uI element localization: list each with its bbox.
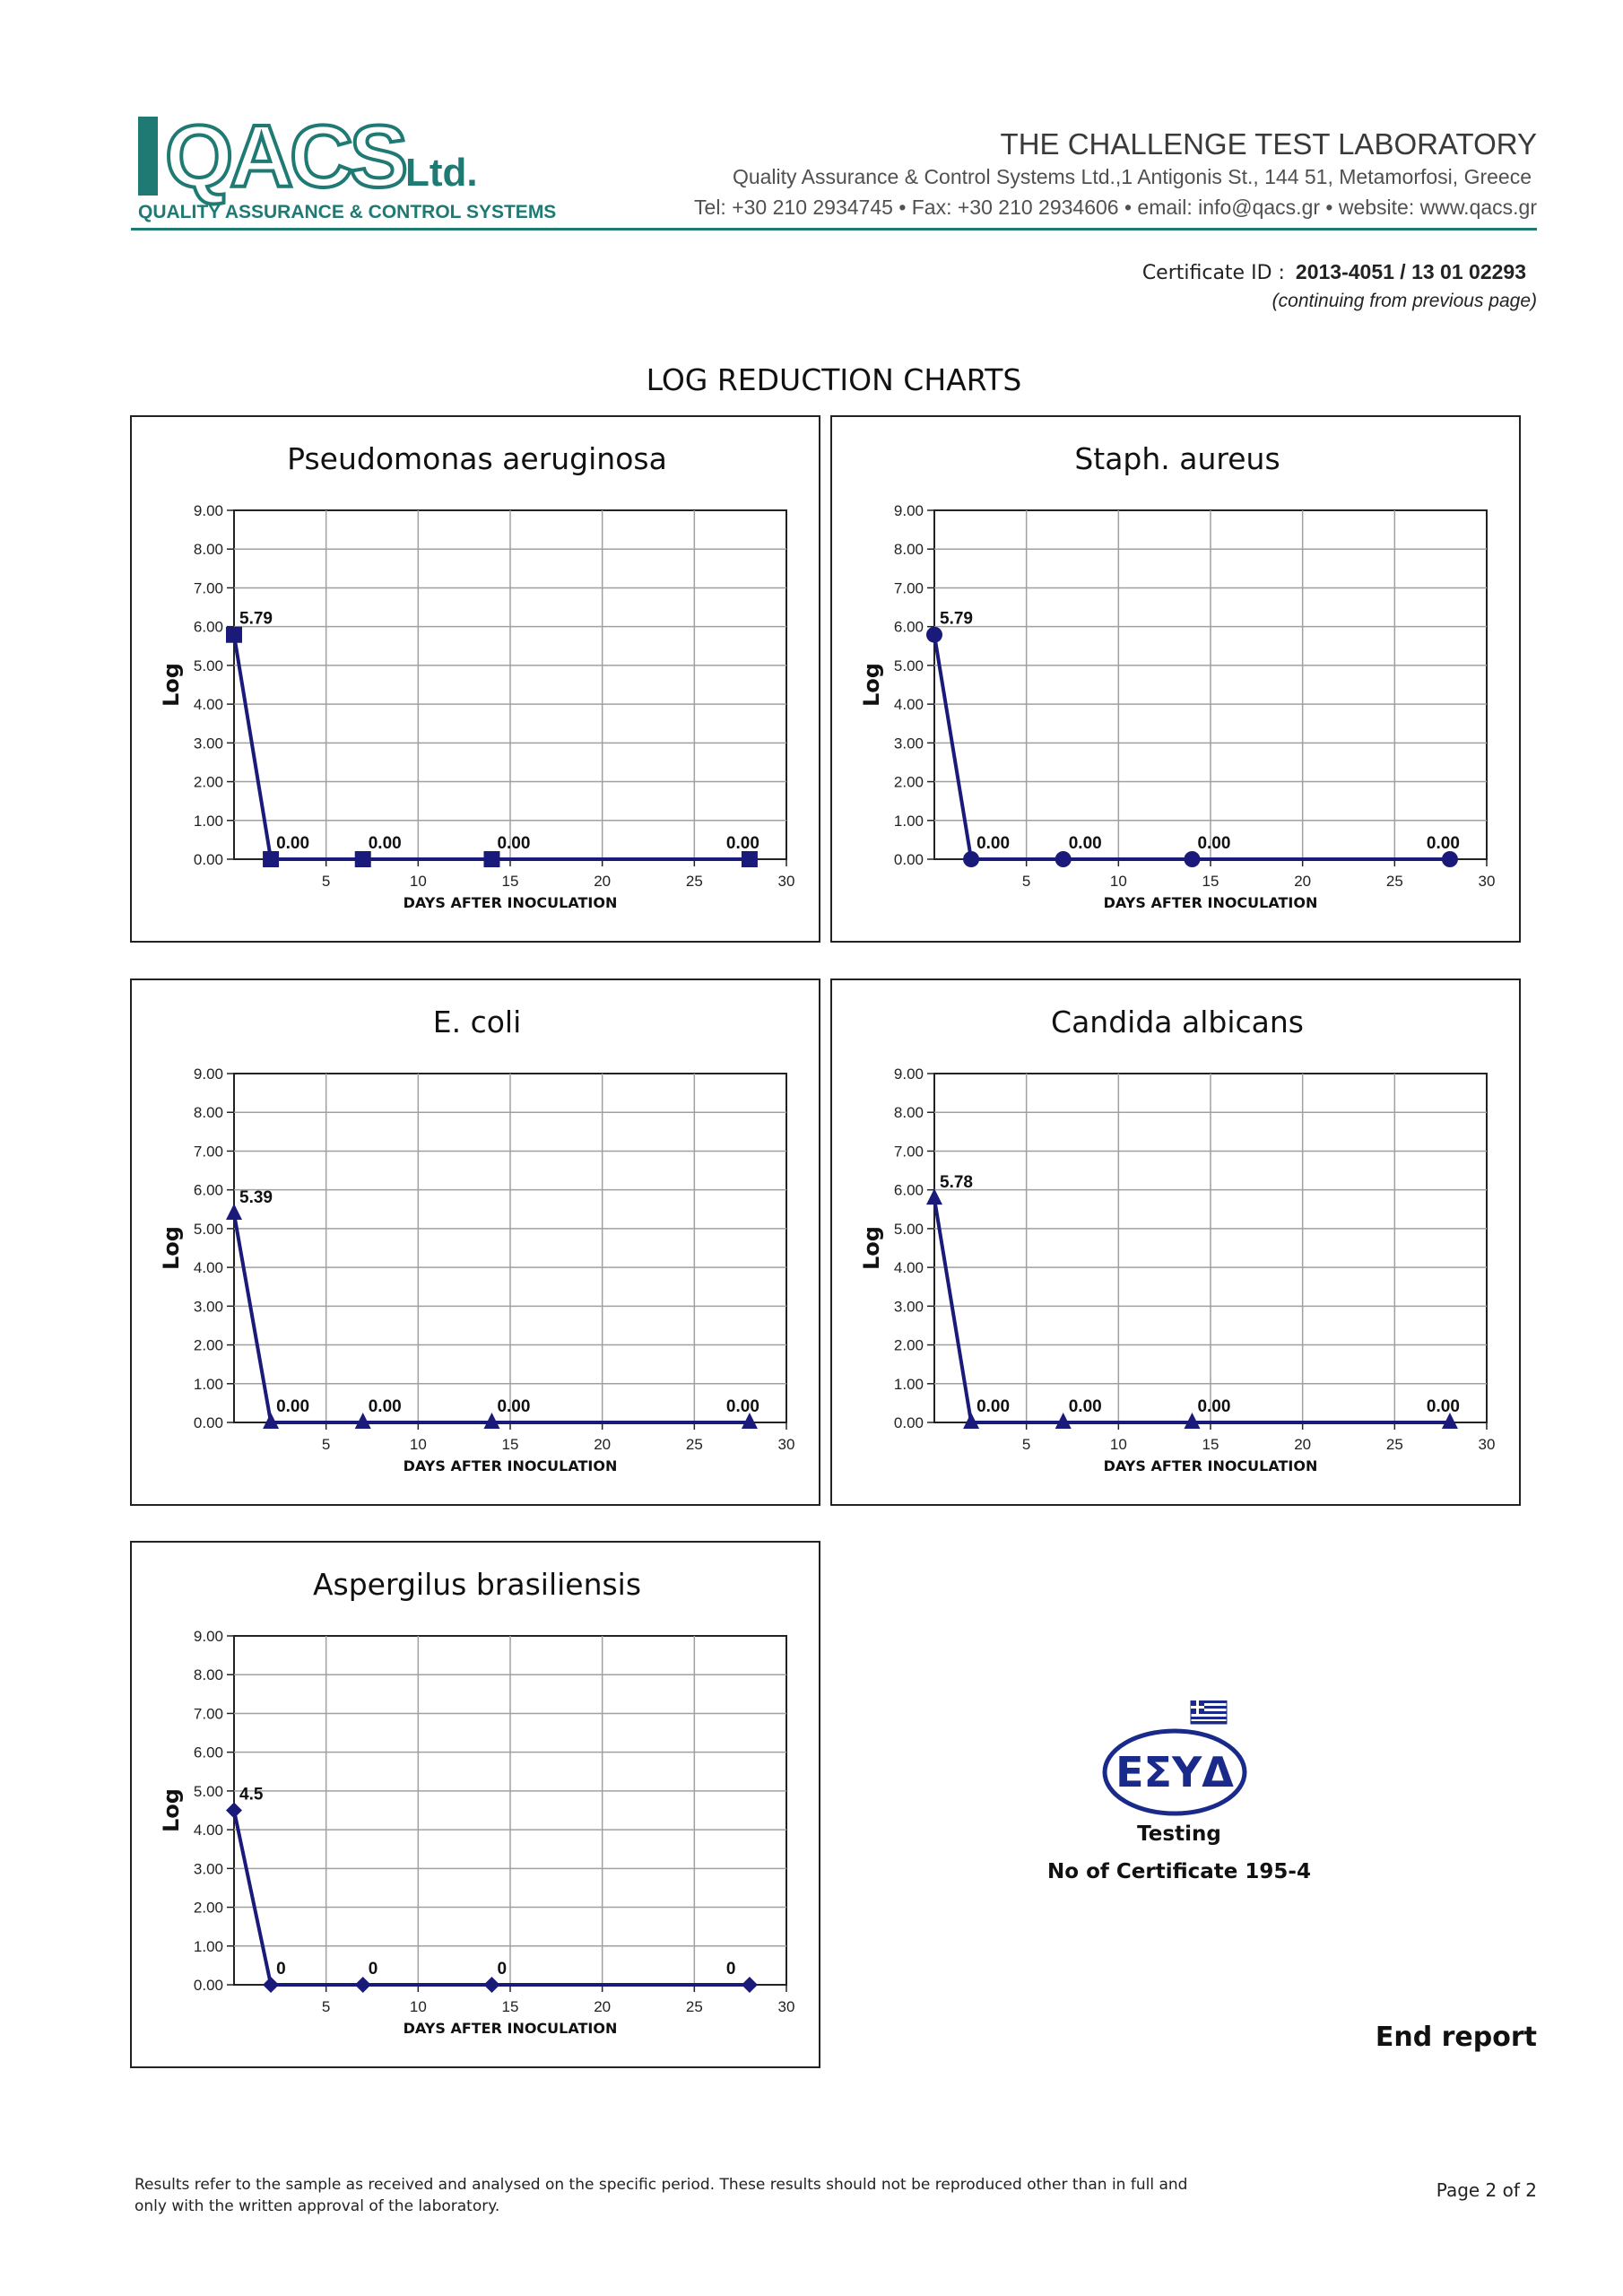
x-tick-label: 5	[321, 873, 331, 890]
header-rule	[131, 228, 1537, 230]
lab-contact: Tel: +30 210 2934745 • Fax: +30 210 2934606 • email: info@qacs.gr • website: www.qacs.gr	[694, 196, 1537, 219]
y-tick-label: 5.00	[193, 657, 223, 674]
data-label: 5.78	[940, 1173, 973, 1193]
chart-staph	[832, 417, 1523, 944]
chart-title: Pseudomonas aeruginosa	[287, 441, 667, 476]
y-tick-label: 2.00	[193, 1899, 223, 1917]
chart-panel-ecoli	[130, 978, 820, 1506]
data-point-square	[742, 851, 758, 867]
chart-title: Candida albicans	[1051, 1004, 1304, 1039]
data-label: 0.00	[1197, 1397, 1231, 1416]
certificate-note: (continuing from previous page)	[1271, 291, 1537, 311]
chart-panel-candida	[830, 978, 1521, 1506]
y-tick-label: 1.00	[893, 1375, 924, 1393]
y-tick-label: 1.00	[893, 812, 924, 830]
qacs-logo	[135, 107, 601, 228]
x-tick-label: 10	[409, 1998, 427, 2015]
chart-panel-pseudomonas	[130, 415, 820, 943]
y-tick-label: 5.00	[193, 1782, 223, 1800]
y-tick-label: 2.00	[893, 773, 924, 791]
chart-pseudomonas	[132, 417, 822, 944]
y-tick-label: 1.00	[193, 1937, 223, 1955]
data-point-circle	[1442, 851, 1458, 867]
data-label: 0.00	[1068, 1397, 1102, 1416]
y-tick-label: 8.00	[193, 1666, 223, 1684]
x-tick-label: 20	[594, 1436, 612, 1453]
y-axis-label: Log	[159, 1226, 184, 1270]
y-tick-label: 3.00	[193, 1860, 223, 1878]
y-tick-label: 3.00	[193, 735, 223, 752]
x-tick-label: 20	[1294, 873, 1312, 890]
x-tick-label: 20	[594, 873, 612, 890]
data-label: 0.00	[1068, 834, 1102, 853]
y-tick-label: 0.00	[193, 1977, 223, 1994]
x-axis-label: DAYS AFTER INOCULATION	[403, 894, 618, 911]
y-tick-label: 0.00	[193, 851, 223, 868]
esyd-accreditation-logo	[1101, 1700, 1254, 1817]
y-tick-label: 9.00	[193, 1628, 223, 1645]
x-tick-label: 10	[1109, 873, 1127, 890]
lab-title: THE CHALLENGE TEST LABORATORY	[1000, 127, 1537, 161]
certificate-id	[1142, 260, 1526, 284]
y-tick-label: 8.00	[893, 541, 924, 559]
data-point-square	[483, 851, 499, 867]
y-tick-label: 2.00	[193, 773, 223, 791]
y-axis-label: Log	[159, 663, 184, 707]
x-tick-label: 5	[1021, 1436, 1031, 1453]
data-point-circle	[926, 627, 942, 643]
chart-aspergilus	[132, 1543, 822, 2070]
data-label: 5.79	[940, 609, 973, 629]
data-point-circle	[1055, 851, 1072, 867]
y-tick-label: 3.00	[893, 735, 924, 752]
y-tick-label: 7.00	[193, 579, 223, 597]
y-axis-label: Log	[159, 1788, 184, 1832]
x-tick-label: 15	[501, 873, 519, 890]
x-tick-label: 30	[1478, 873, 1496, 890]
x-tick-label: 25	[1385, 1436, 1403, 1453]
x-tick-label: 15	[1202, 1436, 1219, 1453]
data-label: 0.00	[276, 834, 310, 853]
x-tick-label: 30	[777, 873, 795, 890]
y-tick-label: 2.00	[193, 1336, 223, 1354]
x-tick-label: 5	[321, 1998, 331, 2015]
y-tick-label: 9.00	[193, 1065, 223, 1083]
y-tick-label: 6.00	[193, 1181, 223, 1199]
certificate-value: 2013-4051 / 13 01 02293	[1295, 260, 1526, 283]
data-label: 0.00	[725, 834, 759, 853]
x-tick-label: 30	[1478, 1436, 1496, 1453]
x-tick-label: 10	[409, 1436, 427, 1453]
data-label: 0	[276, 1960, 286, 1979]
y-tick-label: 0.00	[193, 1414, 223, 1431]
chart-title: E. coli	[432, 1004, 522, 1039]
x-tick-label: 25	[1385, 873, 1403, 890]
x-tick-label: 5	[1021, 873, 1031, 890]
x-tick-label: 10	[409, 873, 427, 890]
accreditation-certificate: No of Certificate 195-4	[1047, 1860, 1311, 1883]
footer-disclaimer: Results refer to the sample as received and analysed on the specific period. These results should not be reproduced other than in full and only with the written approval of the laboratory.	[135, 2176, 1188, 2215]
lab-address: Quality Assurance & Control Systems Ltd.,1 Antigonis St., 144 51, Metamorfosi, Greece	[732, 165, 1532, 188]
x-axis-label: DAYS AFTER INOCULATION	[1103, 1457, 1318, 1474]
x-tick-label: 15	[1202, 873, 1219, 890]
data-label: 0.00	[976, 1397, 1011, 1416]
y-tick-label: 3.00	[193, 1298, 223, 1316]
section-title: LOG REDUCTION CHARTS	[646, 362, 1022, 397]
y-tick-label: 5.00	[893, 657, 924, 674]
y-tick-label: 4.00	[893, 696, 924, 714]
y-tick-label: 7.00	[193, 1705, 223, 1723]
y-axis-label: Log	[859, 1226, 884, 1270]
x-tick-label: 20	[594, 1998, 612, 2015]
y-tick-label: 4.00	[193, 1822, 223, 1839]
x-tick-label: 30	[777, 1436, 795, 1453]
data-point-square	[263, 851, 279, 867]
y-tick-label: 9.00	[893, 1065, 924, 1083]
accreditation-label: Testing	[1137, 1822, 1221, 1846]
data-label: 0.00	[1426, 1397, 1460, 1416]
logo-letters: QACS	[165, 107, 405, 205]
x-tick-label: 25	[685, 1436, 703, 1453]
data-label: 0.00	[976, 834, 1011, 853]
data-label: 0.00	[1426, 834, 1460, 853]
chart-title: Aspergilus brasiliensis	[312, 1567, 642, 1602]
data-label: 0	[725, 1960, 736, 1979]
y-tick-label: 1.00	[193, 1375, 223, 1393]
data-label: 0.00	[1197, 834, 1231, 853]
data-label: 0.00	[497, 834, 531, 853]
x-axis-label: DAYS AFTER INOCULATION	[1103, 894, 1318, 911]
certificate-label: Certificate ID :	[1141, 262, 1285, 284]
data-label: 5.79	[239, 609, 273, 629]
x-tick-label: 15	[501, 1436, 519, 1453]
data-label: 5.39	[239, 1188, 273, 1208]
data-label: 0.00	[368, 1397, 402, 1416]
data-label: 4.5	[239, 1785, 264, 1805]
y-tick-label: 6.00	[893, 1181, 924, 1199]
y-tick-label: 1.00	[193, 812, 223, 830]
y-tick-label: 5.00	[193, 1220, 223, 1238]
data-label: 0.00	[368, 834, 402, 853]
x-tick-label: 25	[685, 873, 703, 890]
y-tick-label: 6.00	[193, 1744, 223, 1761]
end-report: End report	[1375, 2022, 1537, 2053]
greek-flag-icon	[1191, 1700, 1227, 1724]
y-tick-label: 8.00	[193, 1104, 223, 1122]
logo-bar	[138, 117, 158, 196]
chart-candida	[832, 980, 1523, 1508]
y-tick-label: 7.00	[893, 1143, 924, 1161]
data-point-circle	[1184, 851, 1200, 867]
y-tick-label: 7.00	[193, 1143, 223, 1161]
y-tick-label: 0.00	[893, 851, 924, 868]
x-tick-label: 30	[777, 1998, 795, 2015]
y-tick-label: 7.00	[893, 579, 924, 597]
y-tick-label: 5.00	[893, 1220, 924, 1238]
esyd-letters: ΕΣΥΔ	[1115, 1748, 1234, 1796]
data-point-circle	[963, 851, 979, 867]
x-tick-label: 15	[501, 1998, 519, 2015]
data-label: 0.00	[497, 1397, 531, 1416]
x-axis-label: DAYS AFTER INOCULATION	[403, 2020, 618, 2037]
logo-tagline: QUALITY ASSURANCE & CONTROL SYSTEMS	[138, 202, 557, 222]
y-tick-label: 4.00	[893, 1259, 924, 1277]
y-tick-label: 8.00	[893, 1104, 924, 1122]
data-label: 0.00	[725, 1397, 759, 1416]
y-tick-label: 8.00	[193, 541, 223, 559]
x-tick-label: 10	[1109, 1436, 1127, 1453]
y-tick-label: 4.00	[193, 696, 223, 714]
logo-ltd: Ltd.	[405, 151, 478, 195]
x-tick-label: 25	[685, 1998, 703, 2015]
y-tick-label: 6.00	[193, 618, 223, 636]
data-point-square	[226, 627, 242, 643]
x-tick-label: 20	[1294, 1436, 1312, 1453]
y-tick-label: 4.00	[193, 1259, 223, 1277]
x-axis-label: DAYS AFTER INOCULATION	[403, 1457, 618, 1474]
x-tick-label: 5	[321, 1436, 331, 1453]
chart-panel-staph	[830, 415, 1521, 943]
y-tick-label: 0.00	[893, 1414, 924, 1431]
page-number: Page 2 of 2	[1436, 2179, 1537, 2201]
y-tick-label: 6.00	[893, 618, 924, 636]
y-tick-label: 9.00	[193, 502, 223, 519]
data-label: 0.00	[276, 1397, 310, 1416]
y-axis-label: Log	[859, 663, 884, 707]
chart-ecoli	[132, 980, 822, 1508]
y-tick-label: 3.00	[893, 1298, 924, 1316]
data-label: 0	[368, 1960, 378, 1979]
y-tick-label: 2.00	[893, 1336, 924, 1354]
data-label: 0	[497, 1960, 508, 1979]
y-tick-label: 9.00	[893, 502, 924, 519]
chart-title: Staph. aureus	[1074, 441, 1280, 476]
chart-panel-aspergilus	[130, 1541, 820, 2068]
data-point-square	[355, 851, 371, 867]
